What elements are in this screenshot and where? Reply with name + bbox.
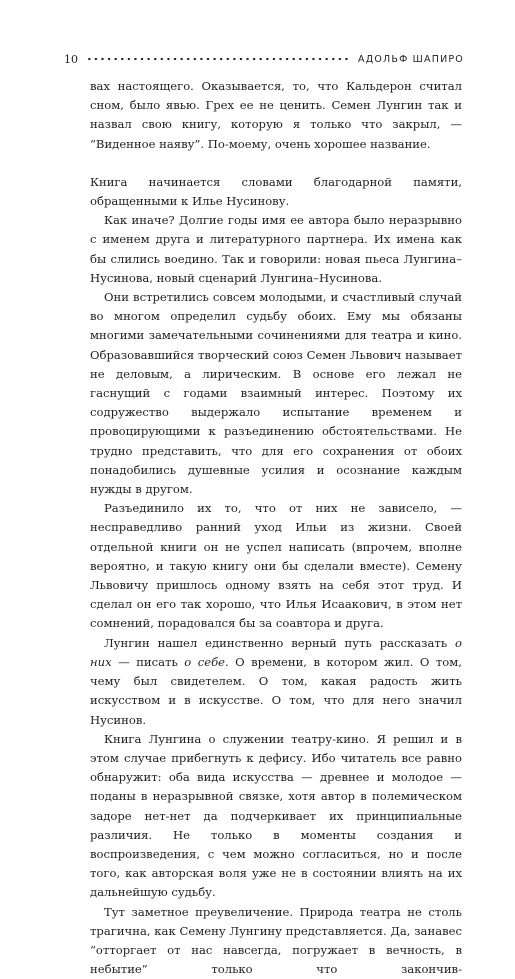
paragraph-text: Лунгин нашел единственно верный путь рассказать <box>104 635 456 650</box>
dotted-rule <box>86 57 350 61</box>
paragraph <box>90 634 462 730</box>
running-head-author: АДОЛЬФ ШАПИРО <box>358 53 464 65</box>
paragraph: Книга начинается словами благодарной памяти, обращенными к Илье Нусинову. <box>90 174 462 209</box>
page-number: 10 <box>64 52 78 66</box>
running-header <box>64 51 464 67</box>
paragraph-text: — писать <box>111 654 185 669</box>
paragraph: Книга Лунгина о служении театру-кино. Я решил и в этом случае прибегнуть к дефису. Ибо читатель все равно обнаружит: оба вида искусства — древнее и молодое — поданы в неразрывной связке, хотя автор в полемическом задоре нет-нет да подчеркивает их принципиальные различия. Не только в моменты создания и воспроизведения, с чем можно согласиться, но и после того, как авторская воля уже не в состоянии влиять на их дальнейшую судьбу. <box>90 731 462 900</box>
emphasis-text: о себе <box>184 654 226 669</box>
emphasis-text: о них <box>90 635 462 669</box>
body-text <box>90 77 462 979</box>
paragraph: вах настоящего. Оказывается, то, что Кальдерон считал сном, было явью. Грех ее не ценить. Семен Лунгин так и назвал свою книгу, которую я только что закрыл, — “Виденное наяву”. По-моему, очень хорошее название. <box>90 79 462 151</box>
paragraph: Разъединило их то, что от них не зависело, — несправедливо ранний уход Ильи из жизни. Своей отдельной книги он не успел написать (впрочем, вполне вероятно, и такую книгу они бы сделали вместе). Семену Львовичу пришлось одному взять на себя этот труд. И сделал он его так хорошо, что Илья Исаакович, в этом нет сомнений, порадовался бы за соавтора и друга. <box>90 501 462 631</box>
paragraph: Как иначе? Долгие годы имя ее автора было неразрывно с именем друга и литературного партнера. Их имена как бы слились воедино. Так и говорили: новая пьеса Лунгина–Нусинова, новый сценарий Лунгина–Нусинова. <box>90 213 462 285</box>
paragraph: Тут заметное преувеличение. Природа театра не столь трагична, как Семену Лунгину представляется. Да, занавес “отторгает от нас навсегда, погружает в вечность, в небытие” только что закончив- <box>90 904 462 977</box>
paragraph-text: . О времени, в котором жил. О том, чему был свидетелем. О том, какая радость жить искусством и в искусстве. О том, что для него значил Нусинов. <box>90 654 462 727</box>
paragraph: Они встретились совсем молодыми, и счастливый случай во многом определил судьбу обоих. Ему мы обязаны многими замечательными сочинениями для театра и кино. Образовавшийся творческий союз Семен Львович называет не деловым, а лирическим. В основе его лежал не гаснущий с годами взаимный интерес. Поэтому их содружество выдержало испытание временем и провоцирующими к разъединению обстоятельствами. Не трудно представить, что для его сохранения от обоих понадобились душевные усилия и осознание каждым нужды в другом. <box>90 290 462 497</box>
